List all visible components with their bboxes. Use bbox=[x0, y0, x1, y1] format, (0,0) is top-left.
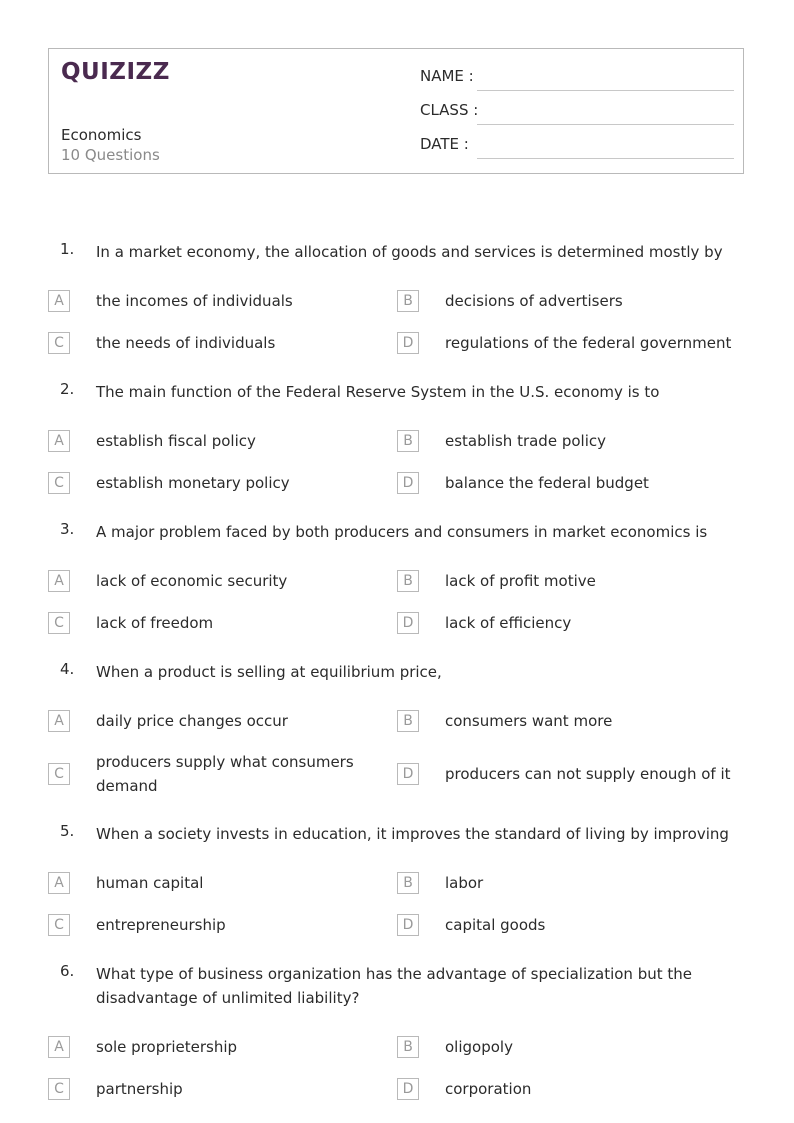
option-c-text: entrepreneurship bbox=[96, 916, 226, 934]
option-c-text: lack of freedom bbox=[96, 614, 214, 632]
option-d-box[interactable]: D bbox=[397, 914, 419, 936]
option-b-text: lack of profit motive bbox=[445, 572, 596, 590]
question-number: 4. bbox=[60, 660, 75, 678]
subject-title: Economics bbox=[61, 126, 142, 144]
option-b-text: consumers want more bbox=[445, 712, 613, 730]
question-text: When a society invests in education, it improves the standard of living by improving bbox=[96, 825, 729, 843]
question-text: In a market economy, the allocation of goods and services is determined mostly by bbox=[96, 243, 723, 261]
option-d-box[interactable]: D bbox=[397, 612, 419, 634]
option-d-text: corporation bbox=[445, 1080, 532, 1098]
class-field bbox=[420, 101, 734, 125]
class-label: CLASS : bbox=[420, 101, 479, 119]
option-d-box[interactable]: D bbox=[397, 332, 419, 354]
question-number: 3. bbox=[60, 520, 75, 538]
question-number: 2. bbox=[60, 380, 75, 398]
option-a-text: daily price changes occur bbox=[96, 712, 288, 730]
question-number: 6. bbox=[60, 962, 75, 980]
option-a-text: sole proprietership bbox=[96, 1038, 238, 1056]
question-text: The main function of the Federal Reserve System in the U.S. economy is to bbox=[96, 383, 660, 401]
option-b-text: labor bbox=[445, 874, 484, 892]
option-b-box[interactable]: B bbox=[397, 1036, 419, 1058]
option-a-text: human capital bbox=[96, 874, 204, 892]
option-b-box[interactable]: B bbox=[397, 872, 419, 894]
option-b-text: decisions of advertisers bbox=[445, 292, 623, 310]
option-b-text: oligopoly bbox=[445, 1038, 513, 1056]
date-field bbox=[420, 135, 734, 159]
option-a-box[interactable]: A bbox=[48, 570, 70, 592]
option-d-box[interactable]: D bbox=[397, 763, 419, 785]
option-a-box[interactable]: A bbox=[48, 872, 70, 894]
option-c-text: establish monetary policy bbox=[96, 474, 290, 492]
option-c-box[interactable]: C bbox=[48, 914, 70, 936]
option-c-box[interactable]: C bbox=[48, 332, 70, 354]
question-number: 5. bbox=[60, 822, 75, 840]
option-b-box[interactable]: B bbox=[397, 290, 419, 312]
option-c-text: the needs of individuals bbox=[96, 334, 276, 352]
option-c-box[interactable]: C bbox=[48, 472, 70, 494]
name-line[interactable] bbox=[477, 90, 734, 91]
option-b-box[interactable]: B bbox=[397, 710, 419, 732]
option-a-box[interactable]: A bbox=[48, 430, 70, 452]
option-c-text: producers supply what consumers demand bbox=[96, 753, 354, 795]
option-a-box[interactable]: A bbox=[48, 290, 70, 312]
option-a-text: establish fiscal policy bbox=[96, 432, 256, 450]
date-line[interactable] bbox=[477, 158, 734, 159]
option-a-box[interactable]: A bbox=[48, 1036, 70, 1058]
option-a-text: lack of economic security bbox=[96, 572, 288, 590]
date-label: DATE : bbox=[420, 135, 469, 153]
option-a-box[interactable]: A bbox=[48, 710, 70, 732]
option-d-text: lack of efficiency bbox=[445, 614, 572, 632]
option-b-box[interactable]: B bbox=[397, 430, 419, 452]
worksheet-header bbox=[48, 48, 744, 174]
option-c-box[interactable]: C bbox=[48, 1078, 70, 1100]
option-d-box[interactable]: D bbox=[397, 1078, 419, 1100]
name-label: NAME : bbox=[420, 67, 474, 85]
option-c-text: partnership bbox=[96, 1080, 183, 1098]
option-b-box[interactable]: B bbox=[397, 570, 419, 592]
question-text: When a product is selling at equilibrium price, bbox=[96, 663, 442, 681]
option-d-box[interactable]: D bbox=[397, 472, 419, 494]
question-count: 10 Questions bbox=[61, 146, 160, 164]
question-number: 1. bbox=[60, 240, 75, 258]
name-field bbox=[420, 67, 734, 91]
option-d-text: producers can not supply enough of it bbox=[445, 765, 731, 783]
option-c-box[interactable]: C bbox=[48, 612, 70, 634]
question-text: What type of business organization has the advantage of specialization but the disadvantage of unlimited liability? bbox=[96, 965, 693, 1007]
option-d-text: balance the federal budget bbox=[445, 474, 649, 492]
option-c-box[interactable]: C bbox=[48, 763, 70, 785]
option-d-text: capital goods bbox=[445, 916, 546, 934]
option-b-text: establish trade policy bbox=[445, 432, 606, 450]
class-line[interactable] bbox=[477, 124, 734, 125]
question-text: A major problem faced by both producers and consumers in market economics is bbox=[96, 523, 708, 541]
option-a-text: the incomes of individuals bbox=[96, 292, 293, 310]
option-d-text: regulations of the federal government bbox=[445, 334, 732, 352]
quizizz-logo: QUIZIZZ bbox=[61, 59, 170, 85]
